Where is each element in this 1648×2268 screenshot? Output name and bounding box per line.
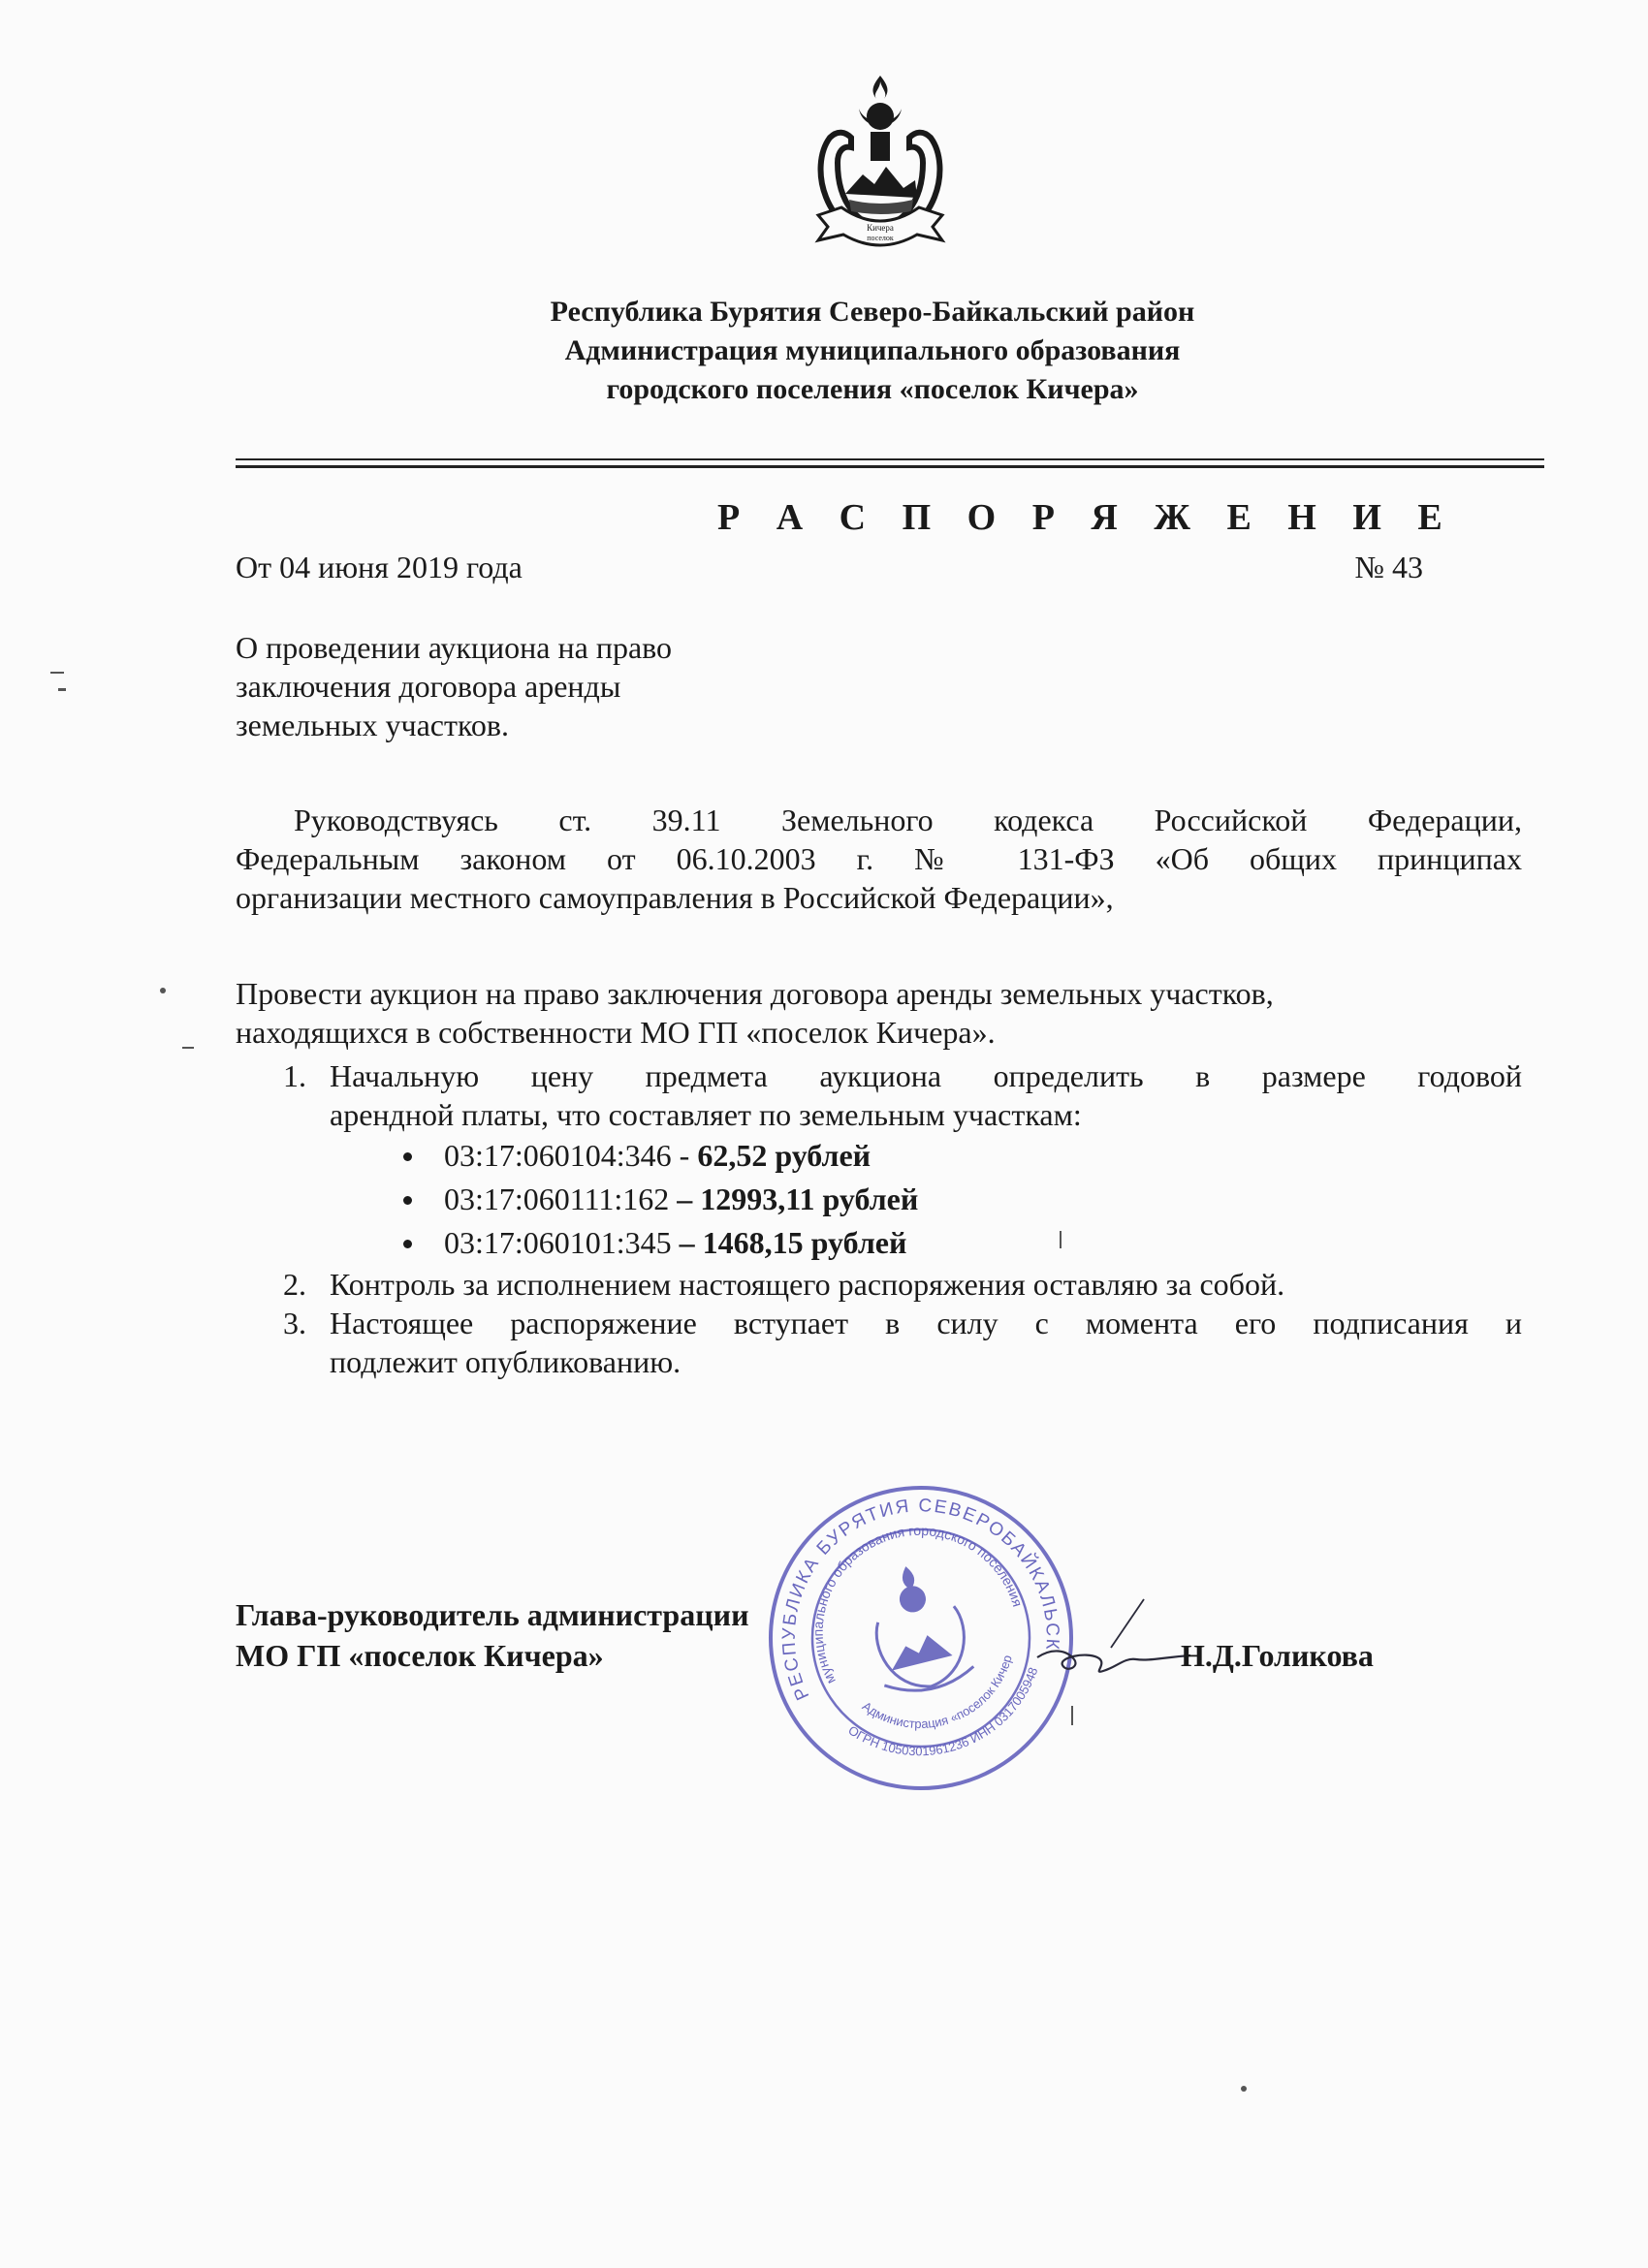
organization-header xyxy=(388,293,1357,409)
coat-of-arms-emblem xyxy=(803,70,958,264)
signer-name: Н.Д.Голикова xyxy=(1181,1638,1374,1673)
list-item xyxy=(276,1056,1522,1265)
handwritten-signature xyxy=(1028,1590,1202,1696)
subject-line: заключения договора аренды xyxy=(236,669,621,704)
preamble-line: Руководствуясь ст. 39.11 Земельного кодекса Российской Федерации, xyxy=(294,803,1522,837)
bullet-icon xyxy=(403,1240,412,1248)
bullet-icon xyxy=(403,1196,412,1205)
header-rule-thin xyxy=(236,458,1544,460)
bullet-icon xyxy=(403,1152,412,1161)
document-number: № 43 xyxy=(1354,550,1423,584)
header-line-1: Республика Бурятия Северо-Байкальский район xyxy=(550,296,1195,328)
preamble-line: организации местного самоуправления в Российской Федерации», xyxy=(236,880,1114,915)
header-rule-thick xyxy=(236,465,1544,468)
signature-block xyxy=(236,1594,749,1676)
list-item-text: Контроль за исполнением настоящего распоряжения оставляю за собой. xyxy=(330,1267,1285,1302)
plot-price-item xyxy=(396,1178,1522,1221)
plot-price-list xyxy=(396,1134,1522,1265)
list-item-text: Настоящее распоряжение вступает в силу с момента его подписания и xyxy=(330,1306,1522,1340)
signer-position-line: МО ГП «поселок Кичера» xyxy=(236,1638,604,1673)
cadastral-number: 03:17:060101:345 xyxy=(444,1225,672,1260)
preamble-paragraph xyxy=(236,801,1522,917)
list-item xyxy=(276,1265,1522,1304)
plot-price: – 1468,15 рублей xyxy=(671,1225,907,1260)
cadastral-number: 03:17:060104:346 - xyxy=(444,1138,698,1173)
order-paragraph xyxy=(236,974,1522,1052)
list-item-text: арендной платы, что составляет по земельным участкам: xyxy=(330,1097,1082,1132)
header-line-2: Администрация муниципального образования xyxy=(564,334,1181,366)
signer-position-line: Глава-руководитель администрации xyxy=(236,1597,749,1632)
list-item-text: Начальную цену предмета аукциона определить в размере годовой xyxy=(330,1058,1522,1093)
subject-line: О проведении аукциона на право xyxy=(236,630,673,665)
document-subject xyxy=(236,628,672,744)
header-line-3: городского поселения «поселок Кичера» xyxy=(606,373,1139,405)
plot-price: – 12993,11 рублей xyxy=(669,1181,919,1216)
plot-price: 62,52 рублей xyxy=(697,1138,872,1173)
plot-price-item xyxy=(396,1134,1522,1178)
stamp-bottom-inner-text: Администрация «поселок Кичера» xyxy=(859,1653,1015,1732)
stamp-outer-text: РЕСПУБЛИКА БУРЯТИЯ СЕВЕРОБАЙКАЛЬСКИЙ xyxy=(778,1496,1063,1704)
document-title: Р А С П О Р Я Ж Е Н И Е xyxy=(717,497,1456,538)
subject-line: земельных участков. xyxy=(236,708,509,742)
plot-price-item xyxy=(396,1221,1522,1265)
list-item-number: 3. xyxy=(283,1306,306,1340)
numbered-list xyxy=(276,1056,1522,1381)
cadastral-number: 03:17:060111:162 xyxy=(444,1181,670,1216)
list-item-text: подлежит опубликованию. xyxy=(330,1344,681,1379)
preamble-line: Федеральным законом от 06.10.2003 г. № 131-ФЗ «Об общих принципах xyxy=(236,841,1522,876)
list-item-number: 1. xyxy=(283,1058,306,1093)
emblem-caption-2: поселок xyxy=(867,234,894,242)
stamp-inner-text: муниципального образования городского поселения xyxy=(809,1522,1026,1687)
document-date: От 04 июня 2019 года xyxy=(236,550,523,584)
order-line: Провести аукцион на право заключения договора аренды земельных участков, xyxy=(236,976,1274,1011)
list-item-number: 2. xyxy=(283,1267,306,1302)
stamp-bottom-text: ОГРН 1050301961236 ИНН 0317005948 xyxy=(845,1665,1041,1759)
order-line: находящихся в собственности МО ГП «поселок Кичера». xyxy=(236,1015,996,1050)
list-item xyxy=(276,1304,1522,1381)
emblem-caption-1: Кичера xyxy=(867,223,894,233)
